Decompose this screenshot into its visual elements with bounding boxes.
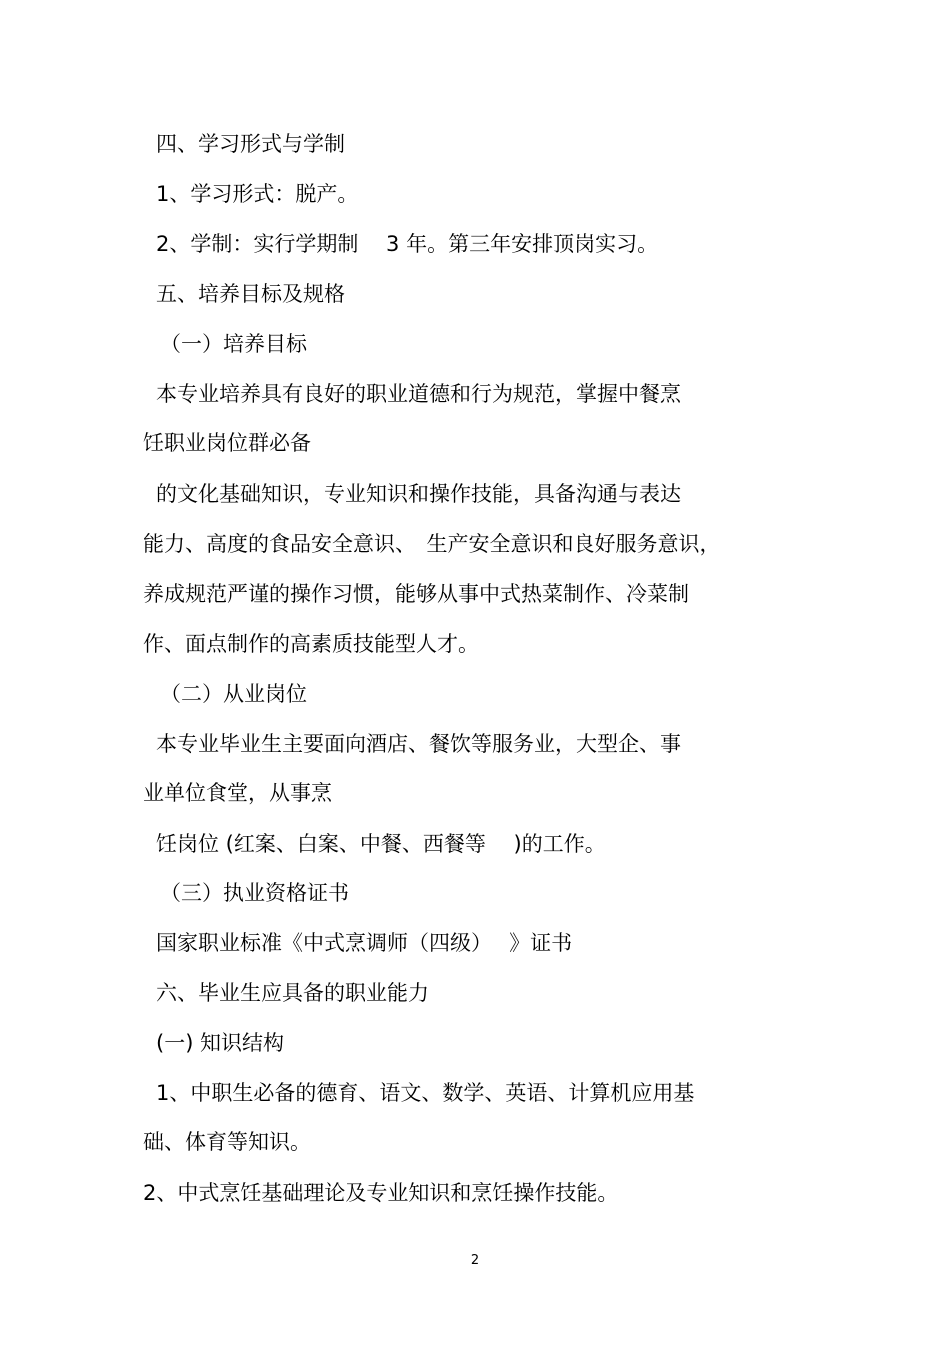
text-line: 本专业毕业生主要面向酒店、餐饮等服务业，大型企、事: [156, 732, 681, 756]
text-line: 2、学制：实行学期制 3 年。第三年安排顶岗实习。: [156, 232, 659, 256]
text-line: 饪岗位 (红案、白案、中餐、西餐等 )的工作。: [156, 832, 606, 856]
section-heading-5: 五、培养目标及规格: [156, 282, 345, 306]
text-line: 础、体育等知识。: [143, 1130, 311, 1154]
page-number: 2: [470, 1253, 480, 1268]
text-line: 饪职业岗位群必备: [143, 431, 311, 455]
subsection-heading: （二）从业岗位: [160, 682, 307, 706]
text-line: 业单位食堂，从事烹: [143, 781, 332, 805]
text-line: 养成规范严谨的操作习惯，能够从事中式热菜制作、冷菜制: [143, 582, 689, 606]
text-line: 1、学习形式：脱产。: [156, 182, 359, 206]
text-line: 的文化基础知识，专业知识和操作技能，具备沟通与表达: [156, 482, 681, 506]
text-line: 本专业培养具有良好的职业道德和行为规范，掌握中餐烹: [156, 382, 681, 406]
section-heading-4: 四、学习形式与学制: [156, 132, 345, 156]
text-line: 1、中职生必备的德育、语文、数学、英语、计算机应用基: [156, 1081, 695, 1105]
text-line: 能力、高度的食品安全意识、 生产安全意识和良好服务意识，: [143, 532, 721, 556]
subsection-heading: （一）培养目标: [160, 332, 307, 356]
section-heading-6: 六、毕业生应具备的职业能力: [156, 981, 429, 1005]
text-line: 国家职业标准《中式烹调师（四级） 》证书: [156, 931, 573, 955]
subsection-heading: （三）执业资格证书: [160, 881, 349, 905]
subsection-heading: (一) 知识结构: [156, 1031, 285, 1055]
text-line: 2、中式烹饪基础理论及专业知识和烹饪操作技能。: [143, 1181, 619, 1205]
text-line: 作、面点制作的高素质技能型人才。: [143, 632, 479, 656]
